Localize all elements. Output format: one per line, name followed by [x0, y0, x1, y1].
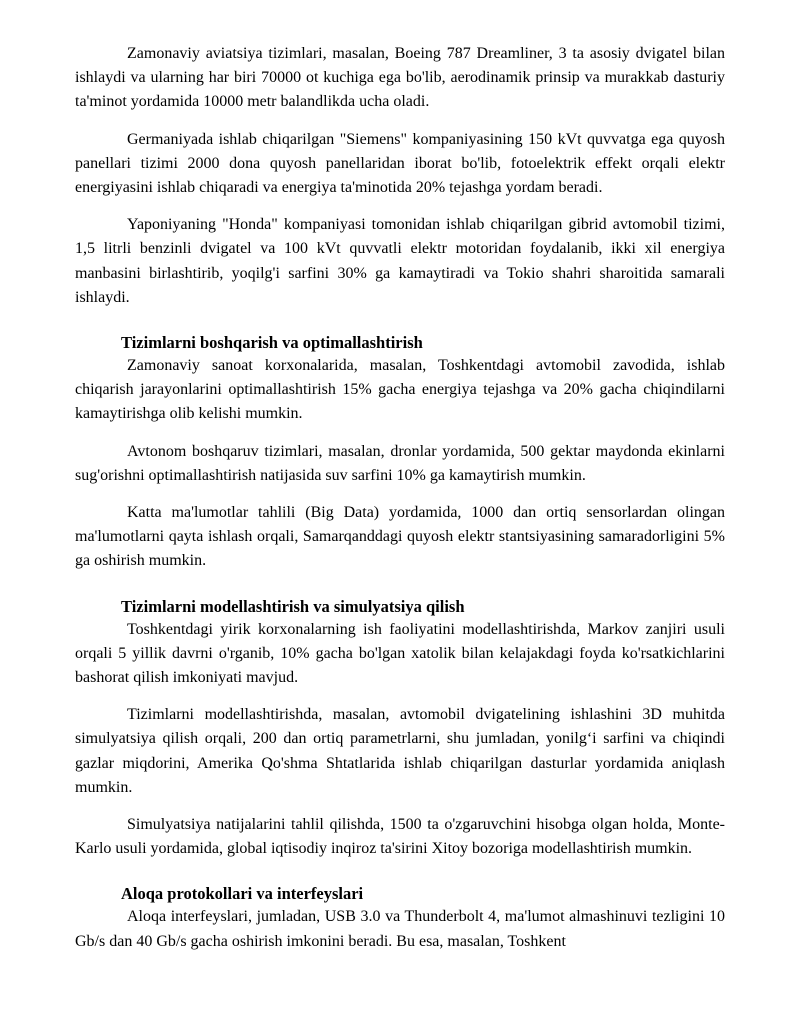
section-heading: Tizimlarni modellashtirish va simulyatsiya qilish: [121, 596, 465, 616]
paragraph: Yaponiyaning "Honda" kompaniyasi tomonidan ishlab chiqarilgan gibrid avtomobil tizimi, 1,5 litrli benzinli dvigatel va 100 kVt quvvatli elektr motoridan foydalanib, ikki xil energiya manbasini birlashtirib, yoqilg'i sarfini 30% ga kamaytiradi va Tokio shahri sharoitida samarali ishlaydi.: [75, 216, 725, 306]
section-heading: Tizimlarni boshqarish va optimallashtirish: [121, 333, 423, 353]
document-page: [75, 42, 725, 967]
paragraph: Toshkentdagi yirik korxonalarning ish faoliyatini modellashtirishda, Markov zanjiri usuli orqali 5 yillik davrni o'rganib, 10% gacha bo'lgan xatolik bilan kelajakdagi foyda ko'rsatkichlarini bashorat qilish imkoniyati mavjud.: [75, 620, 725, 687]
paragraph: Germaniyada ishlab chiqarilgan "Siemens" kompaniyasining 150 kVt quvvatga ega quyosh panellari tizimi 2000 dona quyosh panellaridan iborat bo'lib, fotoelektrik effekt orqali elektr energiyasini ishlab chiqaradi va energiya ta'minotida 20% tejashga yordam beradi.: [75, 130, 725, 197]
paragraph: Avtonom boshqaruv tizimlari, masalan, dronlar yordamida, 500 gektar maydonda ekinlarni sug'orishni optimallashtirish natijasida suv sarfini 10% ga kamaytirish mumkin.: [75, 442, 725, 484]
paragraph: Zamonaviy aviatsiya tizimlari, masalan, Boeing 787 Dreamliner, 3 ta asosiy dvigatel bilan ishlaydi va ularning har biri 70000 ot kuchiga ega bo'lib, aerodinamik prinsip va murakkab dasturiy ta'minot yordamida 10000 metr balandlikda ucha oladi.: [75, 45, 725, 111]
paragraph: Katta ma'lumotlar tahlili (Big Data) yordamida, 1000 dan ortiq sensorlardan olingan ma'lumotlarni qayta ishlash orqali, Samarqanddagi quyosh elektr stantsiyasining samaradorligini 5% ga oshirish mumkin.: [75, 504, 725, 570]
paragraph: Simulyatsiya natijalarini tahlil qilishda, 1500 ta o'zgaruvchini hisobga olgan holda, Monte-Karlo usuli yordamida, global iqtisodiy inqiroz ta'sirini Xitoy bozoriga modellashtirish mumkin.: [75, 816, 725, 858]
paragraph: Aloqa interfeyslari, jumladan, USB 3.0 va Thunderbolt 4, ma'lumot almashinuvi tezligini 10 Gb/s dan 40 Gb/s gacha oshirish imkonini beradi. Bu esa, masalan, Toshkent: [75, 908, 725, 950]
section-heading: Aloqa protokollari va interfeyslari: [121, 884, 364, 904]
paragraph: Zamonaviy sanoat korxonalarida, masalan, Toshkentdagi avtomobil zavodida, ishlab chiqarish jarayonlarini optimallashtirish 15% gacha energiya tejashga va 20% gacha chiqindilarni kamaytirishga olib kelishi mumkin.: [75, 357, 725, 423]
paragraph: Tizimlarni modellashtirishda, masalan, avtomobil dvigatelining ishlashini 3D muhitda simulyatsiya qilish orqali, 200 dan ortiq parametrlarni, shu jumladan, yonilg‘i sarfini va chiqindi gazlar miqdorini, Amerika Qo'shma Shtatlarida ishlab chiqarilgan dasturlar yordamida aniqlash mumkin.: [75, 706, 725, 796]
